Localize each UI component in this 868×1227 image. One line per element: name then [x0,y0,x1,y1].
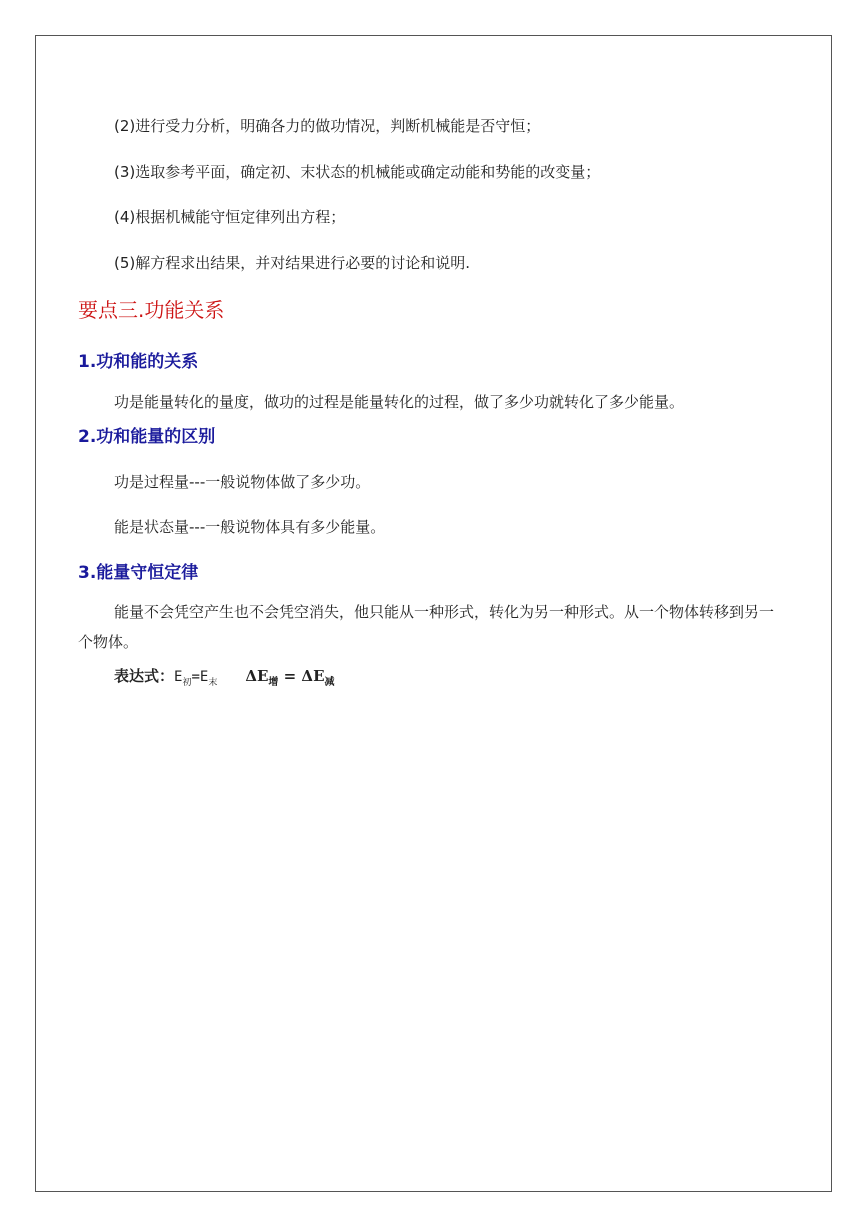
step-3: (3)选取参考平面，确定初、末状态的机械能或确定动能和势能的改变量； [114,163,601,181]
formula-delta-equality: $\Delta E_增 = \Delta E_减$ [245,667,335,688]
step-2: (2)进行受力分析，明确各力的做功情况，判断机械能是否守恒； [114,117,541,135]
step-5: (5)解方程求出结果，并对结果进行必要的讨论和说明. [114,254,471,272]
subheading-3: 3.能量守恒定律 [78,563,199,583]
sub2-line2: 能是状态量---一般说物体具有多少能量。 [114,518,386,536]
subheading-1: 1.功和能的关系 [78,352,199,372]
step-4: (4)根据机械能守恒定律列出方程； [114,208,346,226]
section-heading: 要点三.功能关系 [78,298,225,322]
sub2-line1: 功是过程量---一般说物体做了多少功。 [114,473,371,491]
sub3-text: 能量不会凭空产生也不会凭空消失，他只能从一种形式，转化为另一种形式。从一个物体转移到另一个物体。 [78,603,775,651]
formula-label: 表达式： [114,667,175,685]
subheading-2: 2.功和能量的区别 [78,427,216,447]
formula-energy-equality: $E_初=E_末$ [174,669,218,688]
sub1-text: 功是能量转化的量度，做功的过程是能量转化的过程，做了多少功就转化了多少能量。 [114,393,685,411]
formula-line [114,664,335,695]
